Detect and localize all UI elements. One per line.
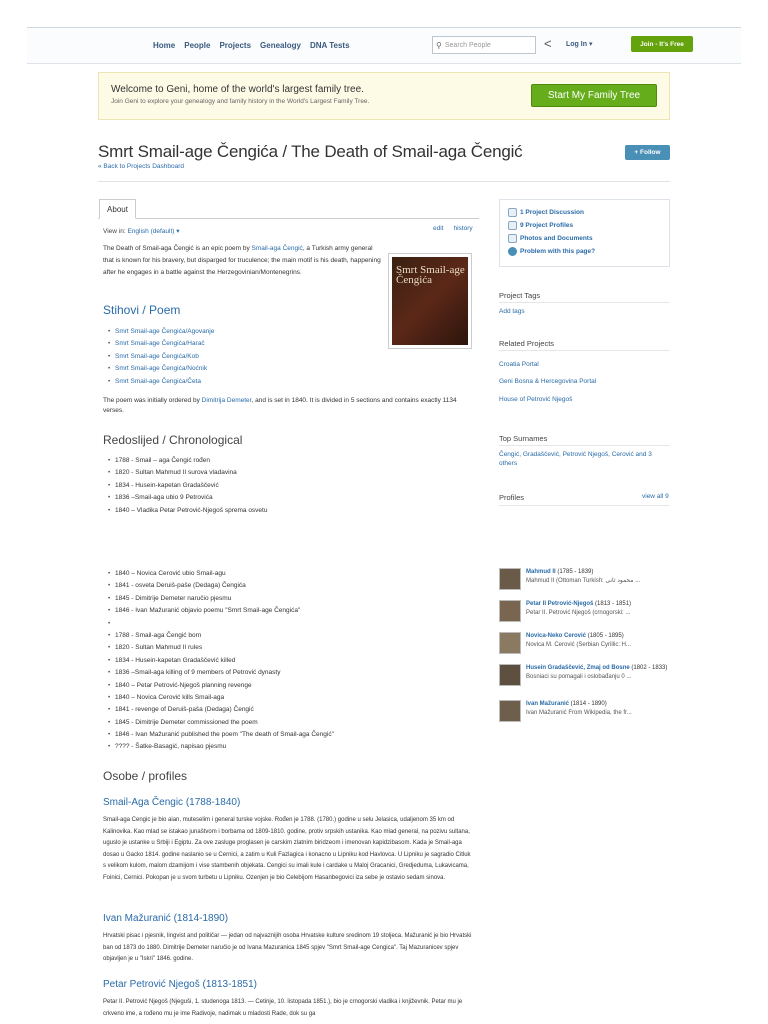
profile-snippet: Novica M. Cerović (Serbian Cyrillic: Н... (526, 642, 632, 648)
profiles-label[interactable]: 9 Project Profiles (520, 222, 574, 229)
ordered-text-2: , and is set in 1840. It is divided in 5 sections and contains exactly 1134 verses. (103, 397, 457, 414)
discussion-link[interactable] (508, 206, 661, 219)
nav-projects[interactable]: Projects (219, 41, 252, 50)
profile-dates: (1813 - 1851) (593, 601, 632, 607)
person-bio: Hrvatski pisac i pjesnik, lingvist and političar — jedan od najvaznijih osoba Hrvatske kulture sredinom 19 stoljeca. Mažuranić je bio Hrvatski ban od 1873 do 1880. Dimitrije Demeter naručio je od Ivana Mazuranica 1845 spjev "Smrt Smail-age Cengica". Taj Mazuranicev spjev objavljen je u "Iskri" 1846. godine. (103, 933, 472, 962)
divider (499, 505, 670, 506)
follow-button[interactable]: + Follow (625, 145, 670, 160)
list-item: • 1845 - Dimitrije Demeter naručio pjesmu (115, 593, 334, 605)
intro-paragraph (103, 243, 381, 279)
view-in-selector (103, 227, 180, 235)
edit-link[interactable]: edit (433, 225, 444, 232)
profile-snippet: Mahmud II (Ottoman Turkish: محمود ثانی ... (526, 578, 641, 584)
tab-divider (98, 218, 479, 219)
report-problem-link[interactable] (508, 245, 661, 258)
nav-dna-tests[interactable]: DNA Tests (309, 41, 350, 50)
poem-heading: Stihovi / Poem (103, 303, 181, 317)
book-cover-image (388, 253, 472, 349)
discussion-label[interactable]: 1 Project Discussion (520, 209, 584, 216)
profile-dates: (1805 - 1895) (586, 633, 624, 639)
profile-snippet: Ivan Mažuranić From Wikipedia, the fr... (526, 710, 632, 716)
join-button[interactable]: Join - It's Free (631, 36, 693, 52)
profile-name[interactable]: Petar II Petrović-Njegoš (526, 601, 594, 607)
view-all-profiles-link[interactable]: view all 9 (642, 493, 669, 500)
avatar (499, 632, 521, 654)
share-icon[interactable]: < (544, 36, 552, 51)
list-item (115, 351, 214, 363)
related-project-link[interactable]: House of Petrović Njegoš (499, 396, 573, 403)
list-item (115, 376, 214, 388)
top-surnames-heading: Top Surnames (499, 434, 548, 443)
nav-genealogy[interactable]: Genealogy (260, 41, 301, 50)
poem-link[interactable]: Smrt Smail-age Čengića/Kob (115, 352, 199, 360)
list-item (115, 618, 334, 630)
avatar (499, 664, 521, 686)
avatar (499, 700, 521, 722)
login-button[interactable]: Log In ▾ (566, 41, 593, 48)
person-link-smail-aga[interactable]: Smail-Aga Čengic (1788-1840) (103, 797, 241, 808)
photos-label[interactable]: Photos and Documents (520, 235, 593, 242)
profile-dates: (1785 - 1839) (555, 569, 594, 575)
photos-icon (508, 234, 517, 243)
profile-name[interactable]: Husein Gradaščević, Zmaj od Bosne (526, 665, 630, 671)
profile-card[interactable] (499, 600, 670, 626)
view-in-label: View in: (103, 228, 126, 235)
profile-snippet: Petar II. Petrović Njegoš (crnogorski: ... (526, 610, 631, 616)
profile-name[interactable]: Ivan Mažuranić (526, 701, 570, 707)
photos-documents-link[interactable] (508, 232, 661, 245)
poem-list (115, 326, 214, 388)
list-item: • 1788 - Smail – aga Čengić rođen (115, 455, 267, 467)
avatar (499, 568, 521, 590)
search-icon: ⚲ (436, 40, 442, 50)
profiles-sidebar-heading: Profiles (499, 493, 525, 502)
poem-link[interactable]: Smrt Smail-age Čengića/Četa (115, 377, 201, 385)
back-to-projects-link[interactable]: « Back to Projects Dashboard (98, 163, 184, 170)
project-tags-heading: Project Tags (499, 291, 541, 300)
list-item: • 1840 – Novica Cerović ubio Smail-agu (115, 568, 334, 580)
list-item (115, 363, 214, 375)
person-link-njegos[interactable]: Petar Petrović Njegoš (1813-1851) (103, 979, 257, 990)
profile-dates: (1814 - 1890) (569, 701, 607, 707)
help-icon (508, 247, 517, 256)
add-tags-link[interactable]: Add tags (499, 308, 525, 315)
list-item: • 1820 - Sultan Mahmud II surova vladavina (115, 467, 267, 479)
poem-link[interactable]: Smrt Smail-age Čengića/Harač (115, 340, 205, 348)
welcome-banner (98, 72, 670, 120)
start-tree-button[interactable]: Start My Family Tree (531, 84, 657, 107)
profile-snippet: Bosniaci su pomagali i oslobađanju 0 ... (526, 674, 632, 680)
profiles-heading: Osobe / profiles (103, 769, 188, 783)
poem-link[interactable]: Smrt Smail-age Čengića/Agovanje (115, 328, 215, 335)
tab-about[interactable]: About (99, 199, 136, 219)
list-item: • 1836 –Smail-aga killing of 9 members of Petrović dynasty (115, 667, 334, 679)
chronological-heading: Redoslijed / Chronological (103, 433, 243, 447)
list-item: • ???? - Šatke-Basagić, napisao pjesmu (115, 741, 334, 753)
profile-name[interactable]: Novica-Neko Cerović (526, 633, 587, 639)
avatar (499, 600, 521, 622)
list-item: • 1788 - Smail-aga Čengić born (115, 630, 334, 642)
main-nav (153, 41, 350, 50)
search-placeholder: Search People (444, 41, 491, 49)
list-item: • 1836 –Smail-aga ubio 9 Petrovića (115, 492, 267, 504)
ordered-text: The poem was initially ordered by (103, 397, 202, 404)
chronology-list-2 (115, 568, 334, 754)
list-item (115, 326, 214, 338)
person-bio: Petar II. Petrović Njegoš (Njeguši, 1. studenoga 1813. — Cetinje, 10. listopada 1851.), bio je crnogorski vladika i književnik. Petar mu je crkveno ime, a rođeno mu je ime Radivoje, nadimak u mladosti Rade, dok su ga (103, 999, 463, 1017)
nav-people[interactable]: People (184, 41, 211, 50)
divider (499, 350, 670, 351)
related-project-link[interactable]: Croatia Portal (499, 361, 539, 368)
list-item: • 1846 - Ivan Mažuranić objavio poemu "Smrt Smail-age Čengića" (115, 605, 334, 617)
author-link[interactable]: Smail-aga Čengić (251, 245, 303, 252)
edit-history-links (433, 225, 473, 232)
profile-card[interactable] (499, 700, 670, 726)
list-item: • 1841 - revenge of Deruiš-paša (Dedaga) Čengić (115, 704, 334, 716)
ordered-paragraph (103, 396, 473, 416)
surnames-link[interactable]: Čengić, Gradaščević, Petrović Njegoš, Cerović and 3 others (499, 451, 652, 467)
poem-link[interactable]: Smrt Smail-age Čengića/Noćnik (115, 365, 208, 373)
list-item: • 1840 – Novica Cerović kills Smail-aga (115, 692, 334, 704)
history-link[interactable]: history (453, 225, 473, 232)
person-link-mazuranic[interactable]: Ivan Mažuranić (1814-1890) (103, 913, 229, 924)
list-item: • 1820 - Sultan Mahmud II rules (115, 642, 334, 654)
language-dropdown[interactable]: English (default) ▾ (127, 228, 180, 235)
profile-dates: (1802 - 1833) (629, 665, 668, 671)
divider (98, 181, 670, 182)
chronology-list (115, 455, 267, 517)
list-item: • 1834 - Husein-kapetan Gradaščević (115, 480, 267, 492)
welcome-headline: Welcome to Geni, home of the world's largest family tree. (111, 84, 364, 95)
related-project-link[interactable]: Geni Bosna & Hercegovina Portal (499, 378, 597, 385)
demeter-link[interactable]: Dimitrija Demeter (201, 397, 252, 404)
list-item: • 1845 - Dimitrije Demeter commissioned the poem (115, 717, 334, 729)
intro-text-2: , a Turkish army general that is known for his bravery, but disparged for truculence; the main motif is his death, happening after he engages in a battle against the Herzegovinian/Montenegrins. (103, 245, 381, 276)
divider (499, 302, 670, 303)
person-bio: Smail-aga Cengic je bio aian, muteselim i general turske vojske. Rođen je 1788. (1780.) godine u selu Jelasica, udaljenom 35 km od Kalinovika. Kao mlad se istakao junaštvom i borbama od 1809-1810. godine, protiv srpskih ustanika. Kao mlad general, na pozivu sultana, uguslo je ustanke u Srbiji i Egiptu. Za ove zasluge proglasen je carskim zlatnim biridzeom i imenovan kapidzibasom. Kada je Smail-aga dosao u Gacko 1814. godine naslanio se u Cernici, a zatim u Kuli Fazlagica i konacno u Lipniku kod Havlovca. U Lipniku je sagradio Citluk s velikom kulom, malom dzamijom i vise stambenih objekata. Cengici su imali kule i cardake u Maloj Gracanici, Gredjeduma, Lukavicama, Foinici, Cernici. Pokopan je u svom turbetu u Lipniku. Ozenjen je bio Celebijom Hasanbegovici iza sebe je ostavio sedam sinova. (103, 817, 471, 881)
list-item: • 1834 - Husein-kapetan Gradaščević killed (115, 655, 334, 667)
page-title: Smrt Smail-age Čengića / The Death of Smail-aga Čengić (98, 142, 523, 161)
search-input[interactable] (432, 36, 536, 54)
nav-home[interactable]: Home (153, 41, 176, 50)
intro-text: The Death of Smail-aga Čengić is an epic poem by (103, 245, 252, 252)
profiles-icon (508, 221, 517, 230)
discussion-icon (508, 208, 517, 217)
list-item (115, 338, 214, 350)
project-profiles-link[interactable] (508, 219, 661, 232)
profile-card[interactable] (499, 664, 670, 690)
book-cover-title: Smrt Smail-age Čengića (392, 257, 468, 345)
list-item: • 1846 - Ivan Mažuranić published the poem "The death of Smail-aga Čengić" (115, 729, 334, 741)
top-nav-bar (27, 27, 741, 64)
profile-card[interactable] (499, 568, 670, 594)
problem-label[interactable]: Problem with this page? (520, 248, 596, 255)
list-item: • 1841 - osveta Deruiš-paše (Dedaga) Čengića (115, 580, 334, 592)
profile-name[interactable]: Mahmud II (526, 569, 556, 575)
divider (499, 445, 670, 446)
project-actions-box (499, 199, 670, 267)
profile-card[interactable] (499, 632, 670, 658)
list-item: • 1840 – Vladika Petar Petrović-Njegoš sprema osvetu (115, 505, 267, 517)
list-item: • 1840 – Petar Petrović-Njegoš planning revenge (115, 680, 334, 692)
related-projects-heading: Related Projects (499, 339, 555, 348)
welcome-subtext: Join Geni to explore your genealogy and family history in the World's Largest Family Tree. (111, 98, 370, 105)
